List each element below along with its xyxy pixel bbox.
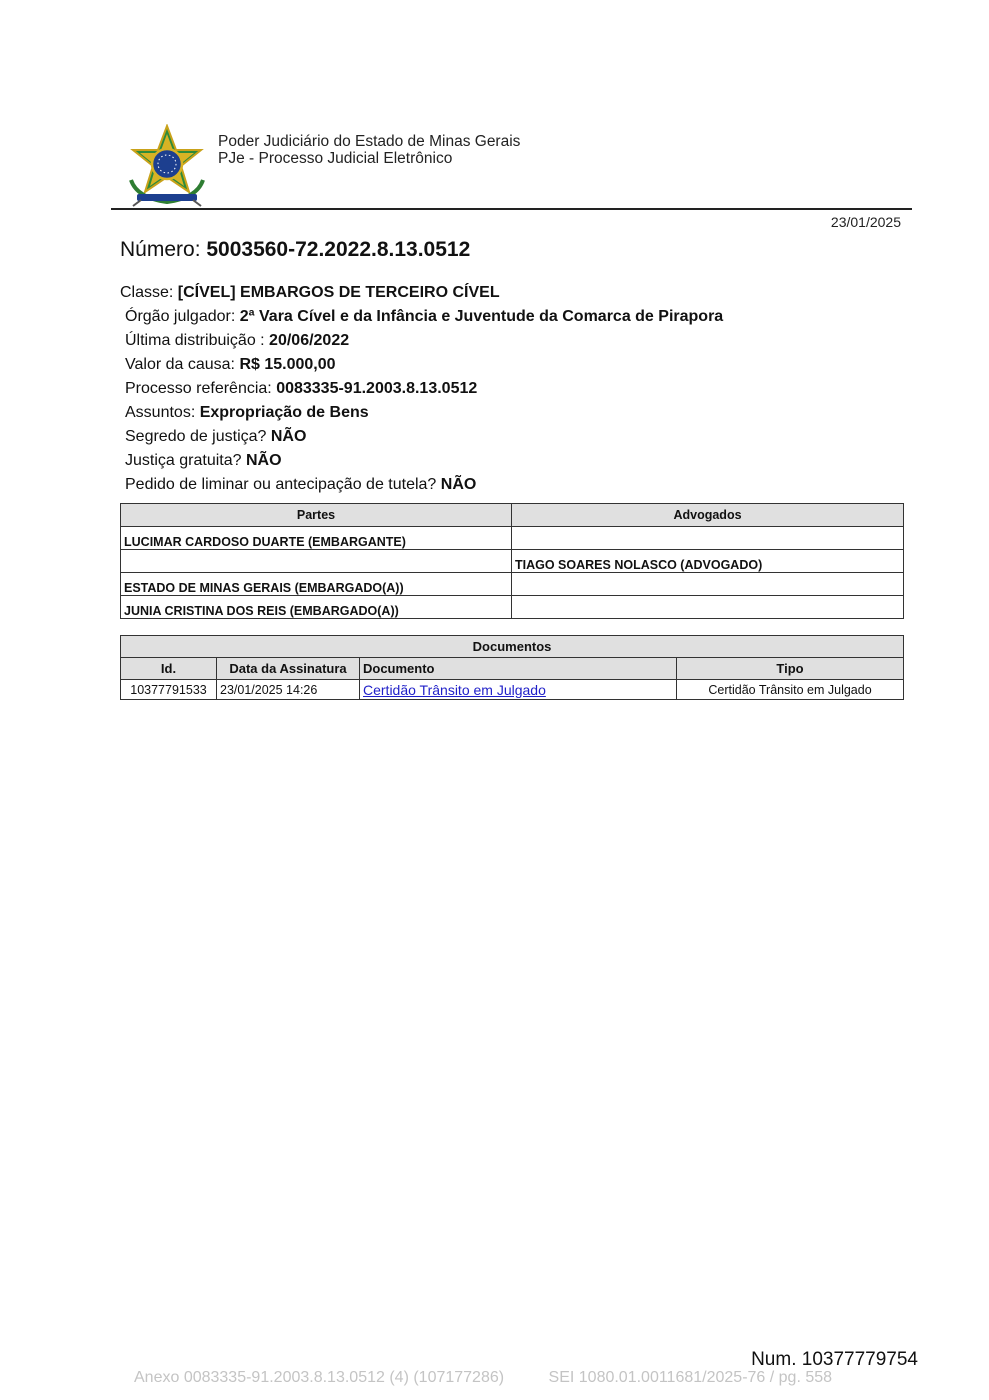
document-link[interactable]: Certidão Trânsito em Julgado [363, 681, 546, 698]
party-cell: JUNIA CRISTINA DOS REIS (EMBARGADO(A)) [121, 596, 512, 619]
process-number-label: Número: [120, 238, 207, 261]
lawyer-cell: TIAGO SOARES NOLASCO (ADVOGADO) [512, 550, 904, 573]
field-value: 0083335-91.2003.8.13.0512 [276, 380, 478, 397]
field-value: R$ 15.000,00 [239, 356, 336, 373]
column-header-partes: Partes [121, 504, 512, 527]
table-row [121, 596, 904, 619]
field-value: 20/06/2022 [269, 332, 350, 349]
party-cell: LUCIMAR CARDOSO DUARTE (EMBARGANTE) [121, 527, 512, 550]
field-label: Valor da causa: [125, 356, 240, 373]
document-cell [360, 680, 677, 700]
table-row [121, 573, 904, 596]
field-label: Processo referência: [125, 380, 277, 397]
field-value: [CÍVEL] EMBARGOS DE TERCEIRO CÍVEL [177, 284, 500, 301]
field-orgao-julgador [120, 307, 723, 331]
field-label: Pedido de liminar ou antecipação de tutela? [125, 476, 441, 493]
lawyer-cell [512, 596, 904, 619]
field-assuntos [120, 403, 723, 427]
signature-date-cell: 23/01/2025 14:26 [217, 680, 360, 700]
partes-table [120, 503, 904, 619]
column-header-data-assinatura: Data da Assinatura [217, 658, 360, 680]
field-value: NÃO [270, 428, 307, 445]
field-pedido-liminar [120, 475, 723, 499]
field-value: 2ª Vara Cível e da Infância e Juventude da Comarca de Pirapora [239, 308, 724, 325]
annex-reference: Anexo 0083335-91.2003.8.13.0512 (4) (107177286) [134, 1369, 505, 1386]
field-ultima-distribuicao [120, 331, 723, 355]
process-fields [120, 283, 723, 499]
document-number: Num. 10377779754 [751, 1349, 918, 1370]
court-name: Poder Judiciário do Estado de Minas Gerais [218, 133, 521, 150]
field-value: NÃO [440, 476, 477, 493]
sei-page-reference: SEI 1080.01.0011681/2025-76 / pg. 558 [548, 1369, 833, 1386]
field-label: Justiça gratuita? [125, 452, 246, 469]
process-number-value: 5003560-72.2022.8.13.0512 [206, 238, 471, 261]
field-classe [120, 283, 723, 307]
field-segredo-justica [120, 427, 723, 451]
documentos-title: Documentos [121, 636, 904, 658]
field-label: Assuntos: [125, 404, 200, 421]
court-header [218, 133, 520, 167]
table-row [121, 680, 904, 700]
lawyer-cell [512, 573, 904, 596]
column-header-id: Id. [121, 658, 217, 680]
process-number [120, 238, 470, 262]
document-date: 23/01/2025 [830, 214, 901, 230]
annex-footer [134, 1369, 832, 1387]
documentos-table [120, 635, 904, 700]
table-header-row [121, 504, 904, 527]
table-row [121, 527, 904, 550]
party-cell: ESTADO DE MINAS GERAIS (EMBARGADO(A)) [121, 573, 512, 596]
document-type-cell: Certidão Trânsito em Julgado [677, 680, 904, 700]
document-id-cell: 10377791533 [121, 680, 217, 700]
field-label: Classe: [120, 284, 178, 301]
column-header-tipo: Tipo [677, 658, 904, 680]
column-header-documento: Documento [360, 658, 677, 680]
field-label: Órgão julgador: [125, 308, 240, 325]
field-valor-causa [120, 355, 723, 379]
header-divider [111, 208, 912, 210]
table-row [121, 550, 904, 573]
brazil-coat-of-arms-icon [127, 124, 207, 208]
lawyer-cell [512, 527, 904, 550]
field-value: Expropriação de Bens [199, 404, 369, 421]
field-value: NÃO [245, 452, 282, 469]
system-name: PJe - Processo Judicial Eletrônico [218, 150, 453, 167]
field-label: Segredo de justiça? [125, 428, 271, 445]
field-processo-referencia [120, 379, 723, 403]
table-title-row [121, 636, 904, 658]
field-justica-gratuita [120, 451, 723, 475]
party-cell [121, 550, 512, 573]
field-label: Última distribuição : [125, 332, 270, 349]
column-header-advogados: Advogados [512, 504, 904, 527]
table-header-row [121, 658, 904, 680]
